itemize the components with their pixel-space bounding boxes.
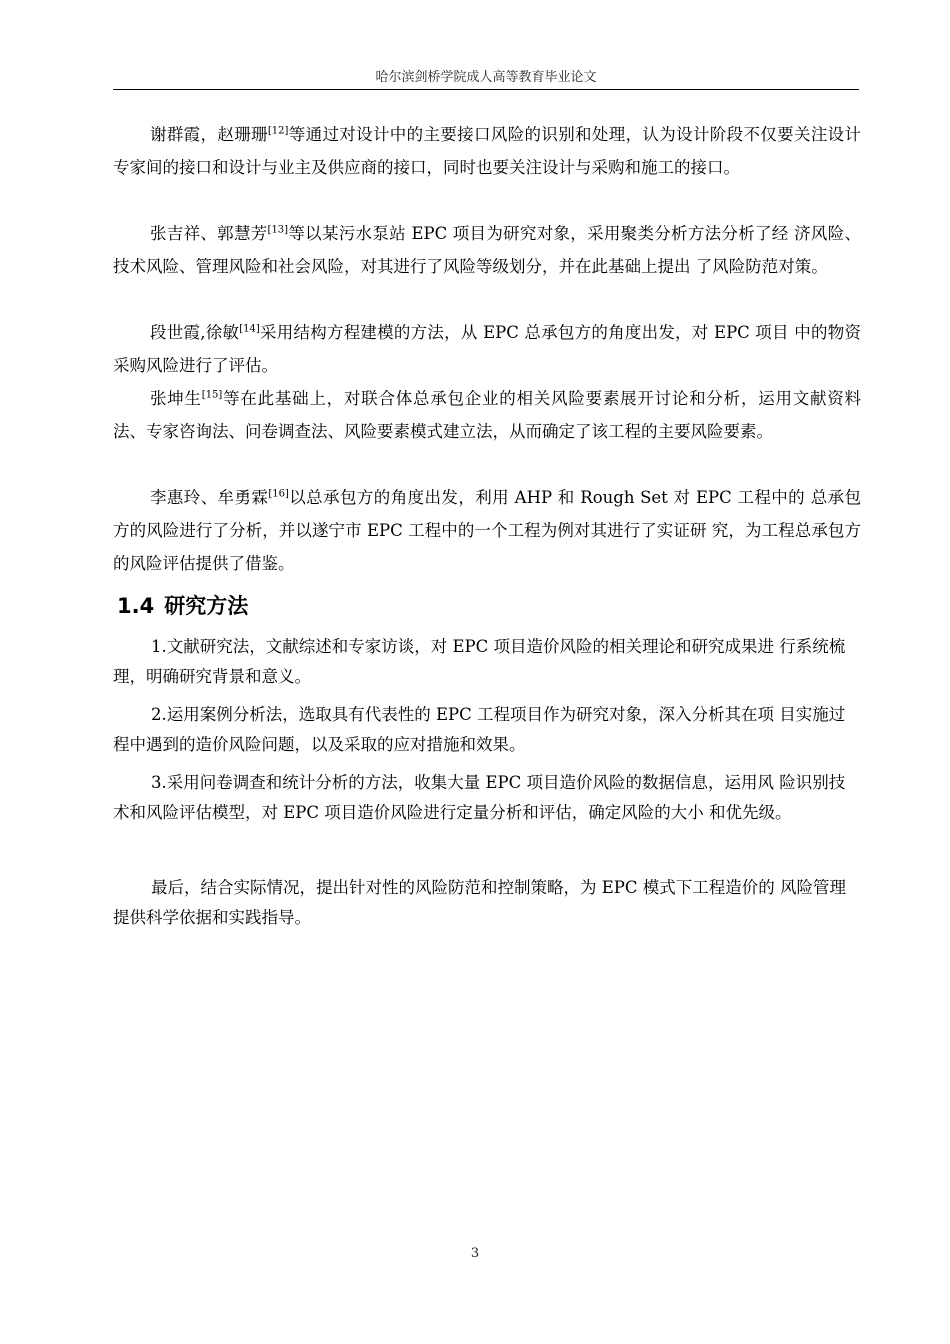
method-item: 3.采用问卷调查和统计分析的方法，收集大量 EPC 项目造价风险的数据信息，运用风 险识别技术和风险评估模型，对 EPC 项目造价风险进行定量分析和评估，确定风险的大小 和优先级。	[113, 773, 846, 822]
paragraph-text: 等以某污水泵站 EPC 项目为研究对象，采用聚类分析方法分析了经 济风险、技术风险、管理风险和社会风险，对其进行了风险等级划分，并在此基础上提出 了风险防范对策。	[113, 224, 861, 276]
conclusion-paragraph: 最后，结合实际情况，提出针对性的风险防范和控制策略，为 EPC 模式下工程造价的 风险管理提供科学依据和实践指导。	[113, 878, 847, 927]
paragraph-text: 等在此基础上，对联合体总承包企业的相关风险要素展开讨论和分析，运用文献资料法、专家咨询法、问卷调查法、风险要素模式建立法，从而确定了该工程的主要风险要素。	[113, 389, 862, 441]
paragraph-duan	[113, 316, 861, 382]
paragraph-text: 以总承包方的角度出发，利用 AHP 和 Rough Set 对 EPC 工程中的 总承包方的风险进行了分析，并以遂宁市 EPC 工程中的一个工程为例对其进行了实证研 究，为工程总承包方的风险评估提供了借鉴。	[113, 488, 862, 573]
paragraph-zhang-ji	[113, 217, 861, 283]
section-number: 1.4	[117, 594, 155, 618]
citation-ref: [16]	[268, 488, 289, 500]
citation-ref: [15]	[201, 389, 223, 401]
paragraph-li	[113, 481, 861, 580]
author-names: 李惠玲、牟勇霖	[150, 488, 269, 507]
paragraph-text: 等通过对设计中的主要接口风险的识别和处理，认为设计阶段不仅要关注设计专家间的接口和设计与业主及供应商的接口，同时也要关注设计与采购和施工的接口。	[113, 125, 862, 177]
paragraph-xie	[113, 118, 861, 184]
author-names: 谢群霞，赵珊珊	[150, 125, 268, 144]
section-heading	[117, 590, 248, 620]
paragraph-text: 采用结构方程建模的方法，从 EPC 总承包方的角度出发，对 EPC 项目 中的物资采购风险进行了评估。	[113, 323, 861, 375]
citation-ref: [13]	[267, 224, 289, 236]
author-names: 段世霞,徐敏	[150, 323, 240, 342]
section-title: 研究方法	[164, 594, 249, 618]
method-item: 2.运用案例分析法，选取具有代表性的 EPC 工程项目作为研究对象，深入分析其在项 目实施过程中遇到的造价风险问题，以及采取的应对措施和效果。	[113, 705, 846, 754]
page-number: 3	[470, 1246, 480, 1261]
citation-ref: [14]	[239, 323, 260, 335]
citation-ref: [12]	[267, 125, 289, 137]
header-divider	[113, 89, 859, 90]
paragraph-zhang-kun	[113, 382, 861, 448]
author-names: 张吉祥、郭慧芳	[150, 224, 268, 243]
author-names: 张坤生	[150, 389, 202, 408]
method-item: 1.文献研究法，文献综述和专家访谈，对 EPC 项目造价风险的相关理论和研究成果进 行系统梳理，明确研究背景和意义。	[113, 637, 846, 686]
running-header: 哈尔滨剑桥学院成人高等教育毕业论文	[375, 70, 597, 85]
